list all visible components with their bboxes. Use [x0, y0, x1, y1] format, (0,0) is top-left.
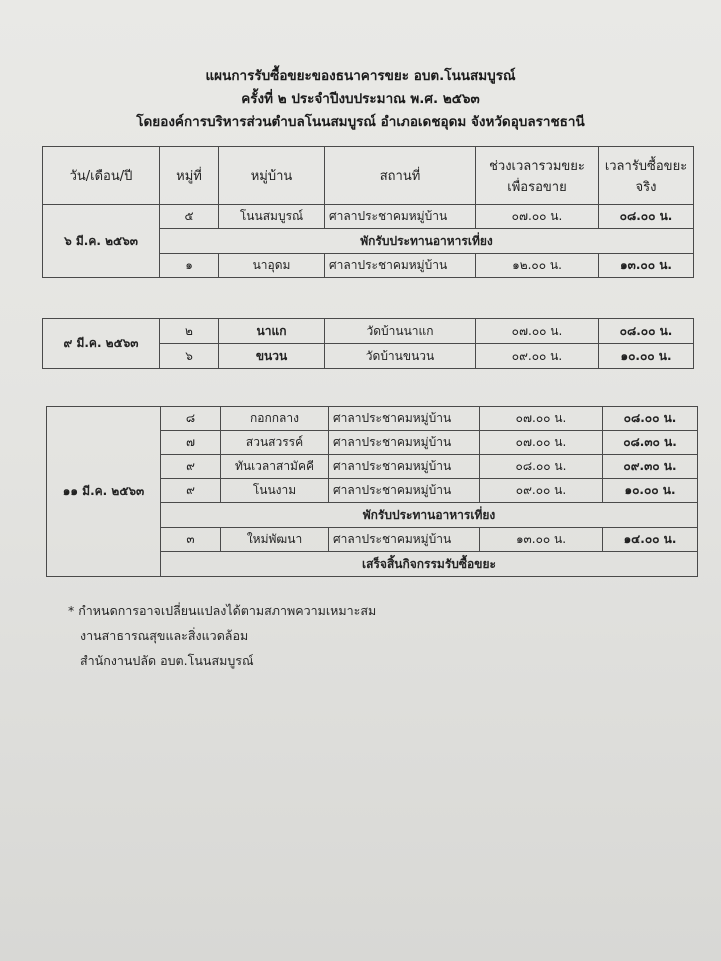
lunch-break-cell: พักรับประทานอาหารเที่ยง: [161, 503, 698, 528]
collect-time-cell: ๐๙.๐๐ น.: [476, 344, 599, 369]
header-collect-line2: เพื่อรอขาย: [507, 179, 567, 195]
footer-office: สำนักงานปลัด อบต.โนนสมบูรณ์: [80, 653, 254, 668]
schedule-table-3: [46, 406, 698, 577]
moo-cell: ๒: [160, 319, 219, 344]
place-cell: ศาลาประชาคมหมู่บ้าน: [329, 479, 480, 503]
village-cell: กอกกลาง: [221, 407, 329, 431]
place-cell: วัดบ้านนาแก: [325, 319, 476, 344]
collect-time-cell: ๐๙.๐๐ น.: [480, 479, 603, 503]
collect-time-cell: ๑๒.๐๐ น.: [476, 254, 599, 278]
buy-time-cell: ๐๘.๓๐ น.: [603, 431, 698, 455]
village-cell: โนนงาม: [221, 479, 329, 503]
collect-time-cell: ๐๗.๐๐ น.: [476, 205, 599, 229]
date-cell: ๖ มี.ค. ๒๕๖๓: [43, 205, 160, 278]
header-collect-time: [476, 147, 599, 205]
header-place: สถานที่: [325, 147, 476, 205]
village-cell: โนนสมบูรณ์: [219, 205, 325, 229]
buy-time-cell: ๐๘.๐๐ น.: [599, 319, 694, 344]
moo-cell: ๙: [161, 455, 221, 479]
place-cell: ศาลาประชาคมหมู่บ้าน: [325, 254, 476, 278]
date-cell: ๙ มี.ค. ๒๕๖๓: [43, 319, 160, 369]
collect-time-cell: ๑๓.๐๐ น.: [480, 528, 603, 552]
buy-time-cell: ๑๐.๐๐ น.: [603, 479, 698, 503]
village-cell: สวนสวรรค์: [221, 431, 329, 455]
footer-note: * กำหนดการอาจเปลี่ยนแปลงได้ตามสภาพความเหมาะสม: [68, 603, 377, 618]
village-cell: ใหม่พัฒนา: [221, 528, 329, 552]
table-row: [43, 205, 694, 229]
collect-time-cell: ๐๘.๐๐ น.: [480, 455, 603, 479]
village-cell: ขนวน: [219, 344, 325, 369]
place-cell: ศาลาประชาคมหมู่บ้าน: [329, 455, 480, 479]
header-village: หมู่บ้าน: [219, 147, 325, 205]
buy-time-cell: ๑๐.๐๐ น.: [599, 344, 694, 369]
moo-cell: ๙: [161, 479, 221, 503]
schedule-table-2: [42, 318, 694, 369]
table-header-row: [43, 147, 694, 205]
footer-department: งานสาธารณสุขและสิ่งแวดล้อม: [80, 628, 249, 643]
place-cell: ศาลาประชาคมหมู่บ้าน: [329, 528, 480, 552]
header-date: วัน/เดือน/ปี: [43, 147, 160, 205]
header-buy-time: [599, 147, 694, 205]
header-collect-line1: ช่วงเวลารวมขยะ: [489, 158, 585, 174]
place-cell: วัดบ้านขนวน: [325, 344, 476, 369]
collect-time-cell: ๐๗.๐๐ น.: [476, 319, 599, 344]
lunch-break-cell: พักรับประทานอาหารเที่ยง: [160, 229, 694, 254]
collect-time-cell: ๐๗.๐๐ น.: [480, 407, 603, 431]
collect-time-cell: ๐๗.๐๐ น.: [480, 431, 603, 455]
buy-time-cell: ๑๓.๐๐ น.: [599, 254, 694, 278]
doc-title-line2: ครั้งที่ ๒ ประจำปีงบประมาณ พ.ศ. ๒๕๖๓: [241, 91, 480, 107]
buy-time-cell: ๐๙.๓๐ น.: [603, 455, 698, 479]
schedule-table-1: [42, 146, 694, 278]
village-cell: นาอุดม: [219, 254, 325, 278]
moo-cell: ๖: [160, 344, 219, 369]
header-buy-line1: เวลารับซื้อขยะ: [604, 158, 688, 174]
header-buy-line2: จริง: [635, 179, 657, 195]
village-cell: นาแก: [219, 319, 325, 344]
doc-title-line1: แผนการรับซื้อขยะของธนาคารขยะ อบต.โนนสมบูรณ์: [205, 68, 516, 84]
activity-end-cell: เสร็จสิ้นกิจกรรมรับซื้อขยะ: [161, 552, 698, 577]
moo-cell: ๕: [160, 205, 219, 229]
place-cell: ศาลาประชาคมหมู่บ้าน: [329, 407, 480, 431]
header-moo: หมู่ที่: [160, 147, 219, 205]
date-cell: ๑๑ มี.ค. ๒๕๖๓: [47, 407, 161, 577]
buy-time-cell: ๐๘.๐๐ น.: [603, 407, 698, 431]
place-cell: ศาลาประชาคมหมู่บ้าน: [329, 431, 480, 455]
buy-time-cell: ๑๔.๐๐ น.: [603, 528, 698, 552]
village-cell: ทันเวลาสามัคคี: [221, 455, 329, 479]
moo-cell: ๑: [160, 254, 219, 278]
moo-cell: ๗: [161, 431, 221, 455]
place-cell: ศาลาประชาคมหมู่บ้าน: [325, 205, 476, 229]
table-row: [43, 319, 694, 344]
buy-time-cell: ๐๘.๐๐ น.: [599, 205, 694, 229]
moo-cell: ๘: [161, 407, 221, 431]
doc-title-line3: โดยองค์การบริหารส่วนตำบลโนนสมบูรณ์ อำเภอเดชอุดม จังหวัดอุบลราชธานี: [136, 114, 585, 130]
table-row: [47, 407, 698, 431]
moo-cell: ๓: [161, 528, 221, 552]
